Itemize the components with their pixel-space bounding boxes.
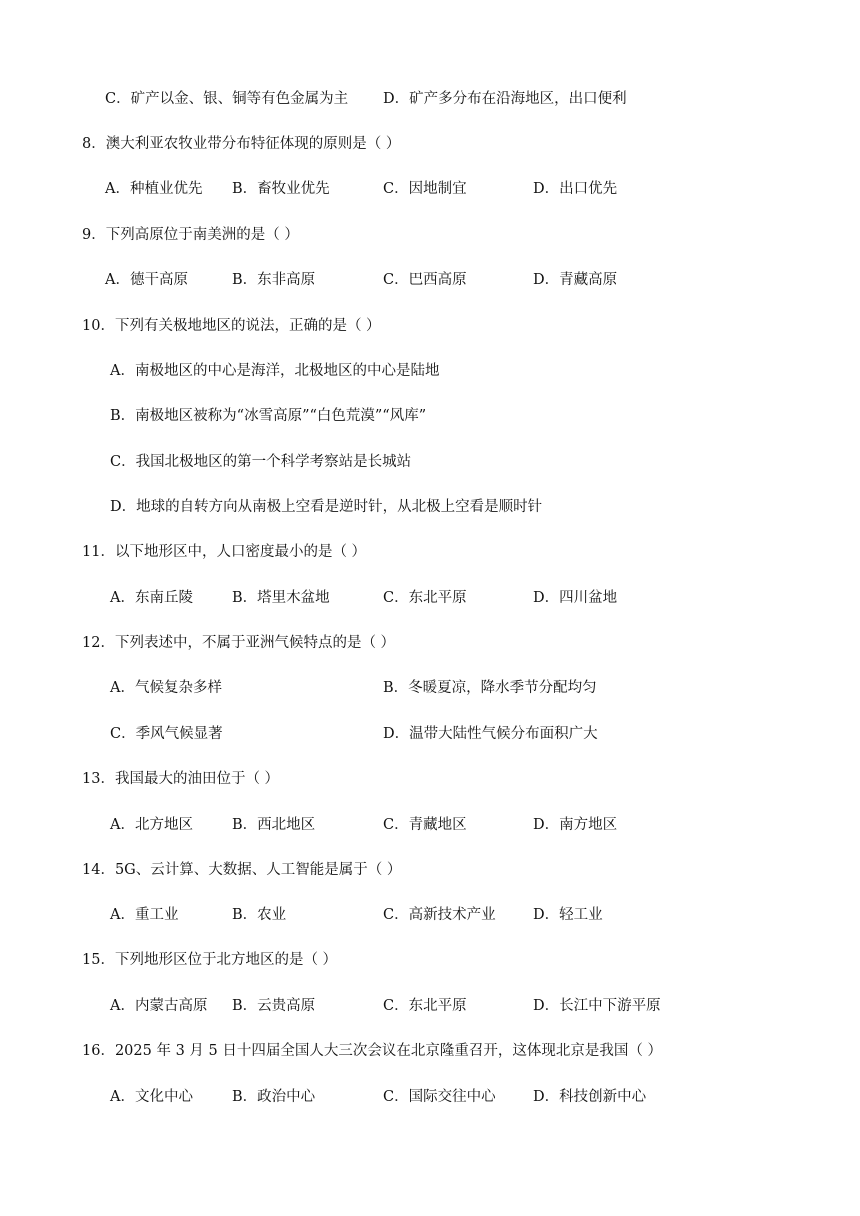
q16-option-b: B．政治中心 — [232, 1089, 316, 1105]
q8-stem: 8．澳大利亚农牧业带分布特征体现的原则是（ ） — [82, 136, 401, 152]
q9-option-d: D．青藏高原 — [533, 272, 618, 288]
q10-stem: 10．下列有关极地地区的说法，正确的是（ ） — [82, 318, 381, 334]
q10-option-c: C．我国北极地区的第一个科学考察站是长城站 — [110, 454, 412, 470]
q8-option-a: A．种植业优先 — [105, 181, 203, 197]
q15-option-c: C．东北平原 — [383, 998, 467, 1014]
q15-option-b: B．云贵高原 — [232, 998, 316, 1014]
q11-stem: 11．以下地形区中，人口密度最小的是（ ） — [82, 544, 367, 560]
q11-option-b: B．塔里木盆地 — [232, 590, 330, 606]
q10-option-a: A．南极地区的中心是海洋，北极地区的中心是陆地 — [110, 363, 440, 379]
q13-option-b: B．西北地区 — [232, 817, 316, 833]
q16-option-d: D．科技创新中心 — [533, 1089, 647, 1105]
q9-option-a: A．德干高原 — [105, 272, 188, 288]
q9-option-c: C．巴西高原 — [383, 272, 467, 288]
q7-option-c: C．矿产以金、银、铜等有色金属为主 — [105, 91, 349, 107]
q14-option-b: B．农业 — [232, 907, 287, 923]
q8-option-d: D．出口优先 — [533, 181, 618, 197]
q13-option-c: C．青藏地区 — [383, 817, 467, 833]
q14-stem: 14．5G、云计算、大数据、人工智能是属于（ ） — [82, 862, 402, 878]
q8-option-b: B．畜牧业优先 — [232, 181, 330, 197]
q16-option-a: A．文化中心 — [110, 1089, 193, 1105]
q7-option-d: D．矿产多分布在沿海地区，出口便利 — [383, 91, 627, 107]
q11-option-d: D．四川盆地 — [533, 590, 618, 606]
q13-stem: 13．我国最大的油田位于（ ） — [82, 771, 280, 787]
q9-stem: 9．下列高原位于南美洲的是（ ） — [82, 227, 299, 243]
q16-stem: 16．2025 年 3 月 5 日十四届全国人大三次会议在北京隆重召开，这体现北京是我国（ ） — [82, 1043, 662, 1059]
q12-stem: 12．下列表述中，不属于亚洲气候特点的是（ ） — [82, 635, 396, 651]
q15-option-d: D．长江中下游平原 — [533, 998, 661, 1014]
q12-option-c: C．季风气候显著 — [110, 726, 223, 742]
q11-option-c: C．东北平原 — [383, 590, 467, 606]
q14-option-d: D．轻工业 — [533, 907, 603, 923]
q10-option-b: B．南极地区被称为“冰雪高原”“白色荒漠”“风库” — [110, 408, 427, 424]
q8-option-c: C．因地制宜 — [383, 181, 467, 197]
q14-option-c: C．高新技术产业 — [383, 907, 496, 923]
q16-option-c: C．国际交往中心 — [383, 1089, 496, 1105]
q12-option-a: A．气候复杂多样 — [110, 680, 222, 696]
q11-option-a: A．东南丘陵 — [110, 590, 193, 606]
q10-option-d: D．地球的自转方向从南极上空看是逆时针，从北极上空看是顺时针 — [110, 499, 543, 515]
q13-option-a: A．北方地区 — [110, 817, 193, 833]
q12-option-d: D．温带大陆性气候分布面积广大 — [383, 726, 598, 742]
q15-stem: 15．下列地形区位于北方地区的是（ ） — [82, 952, 338, 968]
q14-option-a: A．重工业 — [110, 907, 179, 923]
q15-option-a: A．内蒙古高原 — [110, 998, 208, 1014]
q13-option-d: D．南方地区 — [533, 817, 618, 833]
q9-option-b: B．东非高原 — [232, 272, 316, 288]
q12-option-b: B．冬暖夏凉，降水季节分配均匀 — [383, 680, 597, 696]
